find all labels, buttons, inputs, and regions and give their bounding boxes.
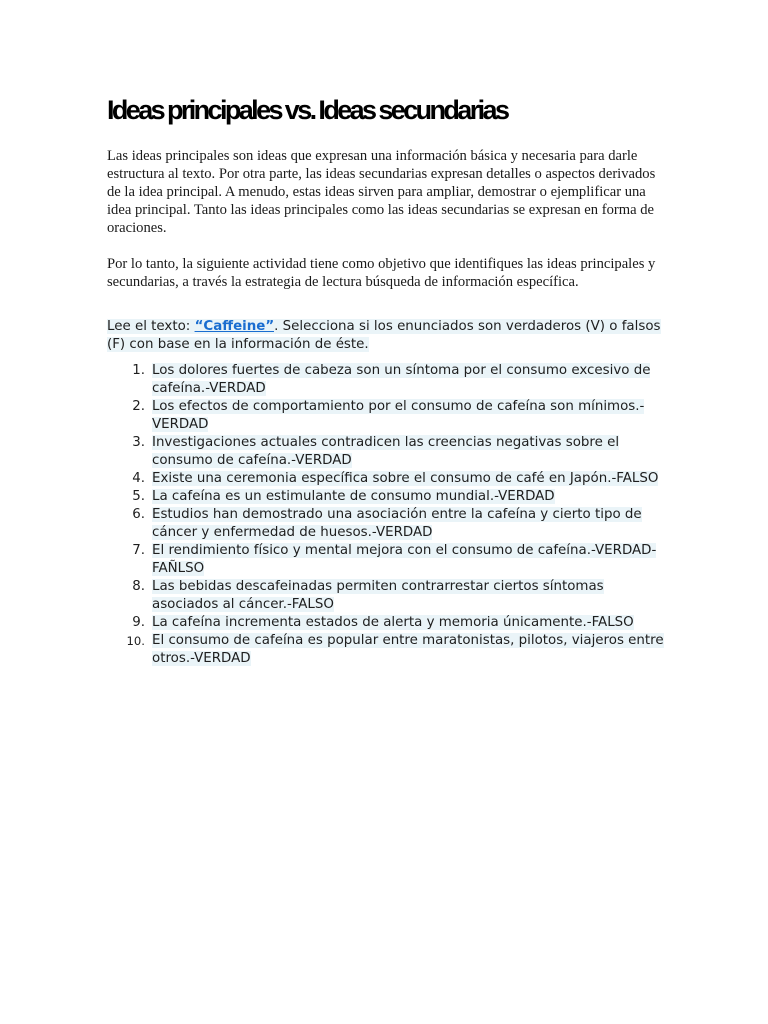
list-item-number: 1. [132, 363, 145, 378]
list-item-number: 2. [132, 399, 145, 414]
list-item [107, 362, 667, 398]
list-item-text: Los efectos de comportamiento por el consumo de cafeína son mínimos.-VERDAD [152, 399, 645, 432]
question-list [107, 362, 667, 668]
list-item-text: Estudios han demostrado una asociación entre la cafeína y cierto tipo de cáncer y enfermedad de huesos.-VERDAD [152, 507, 642, 540]
objective-paragraph: Por lo tanto, la siguiente actividad tiene como objetivo que identifiques las ideas principales y secundarias, a través la estrategia de lectura búsqueda de información específica. [107, 256, 656, 290]
list-item-text: La cafeína es un estimulante de consumo mundial.-VERDAD [152, 489, 555, 504]
list-item [107, 434, 667, 470]
instruction-suffix: . Selecciona si los enunciados son verdaderos (V) o falsos (F) con base en la información de éste. [107, 319, 661, 352]
list-item [107, 398, 667, 434]
list-item-text: El consumo de cafeína es popular entre maratonistas, pilotos, viajeros entre otros.-VERDAD [152, 633, 664, 666]
list-item-number: 8. [132, 579, 145, 594]
list-item-number: 7. [132, 543, 145, 558]
list-item-number: 5. [132, 489, 145, 504]
caffeine-link[interactable]: “Caffeine” [194, 319, 275, 334]
list-item [107, 632, 667, 668]
list-item [107, 470, 667, 488]
list-item-number: 9. [132, 615, 145, 630]
list-item [107, 614, 667, 632]
page-title: Ideas principales vs. Ideas secundarias [107, 95, 508, 125]
list-item [107, 578, 667, 614]
list-item-number: 10. [126, 634, 145, 648]
list-item-number: 6. [132, 507, 145, 522]
instruction-prefix: Lee el texto: [107, 319, 195, 334]
instruction-paragraph [107, 318, 667, 354]
list-item-text: Investigaciones actuales contradicen las creencias negativas sobre el consumo de cafeína.-VERDAD [152, 435, 620, 468]
list-item [107, 488, 667, 506]
list-item-text: Existe una ceremonia específica sobre el consumo de café en Japón.-FALSO [152, 471, 659, 486]
intro-paragraph: Las ideas principales son ideas que expresan una información básica y necesaria para darle estructura al texto. Por otra parte, las ideas secundarias expresan detalles o aspectos derivados de la idea principal. A menudo, estas ideas sirven para ampliar, demostrar o ejemplificar una idea principal. Tanto las ideas principales como las ideas secundarias se expresan en forma de oraciones. [107, 148, 656, 236]
list-item-number: 3. [132, 435, 145, 450]
list-item-text: El rendimiento físico y mental mejora con el consumo de cafeína.-VERDAD-FAÑLSO [152, 543, 657, 576]
list-item [107, 542, 667, 578]
list-item-text: Las bebidas descafeinadas permiten contrarrestar ciertos síntomas asociados al cáncer.-FALSO [152, 579, 604, 612]
list-item [107, 506, 667, 542]
list-item-number: 4. [132, 471, 145, 486]
document-content [107, 93, 667, 668]
list-item-text: La cafeína incrementa estados de alerta y memoria únicamente.-FALSO [152, 615, 634, 630]
list-item-text: Los dolores fuertes de cabeza son un síntoma por el consumo excesivo de cafeína.-VERDAD [152, 363, 651, 396]
